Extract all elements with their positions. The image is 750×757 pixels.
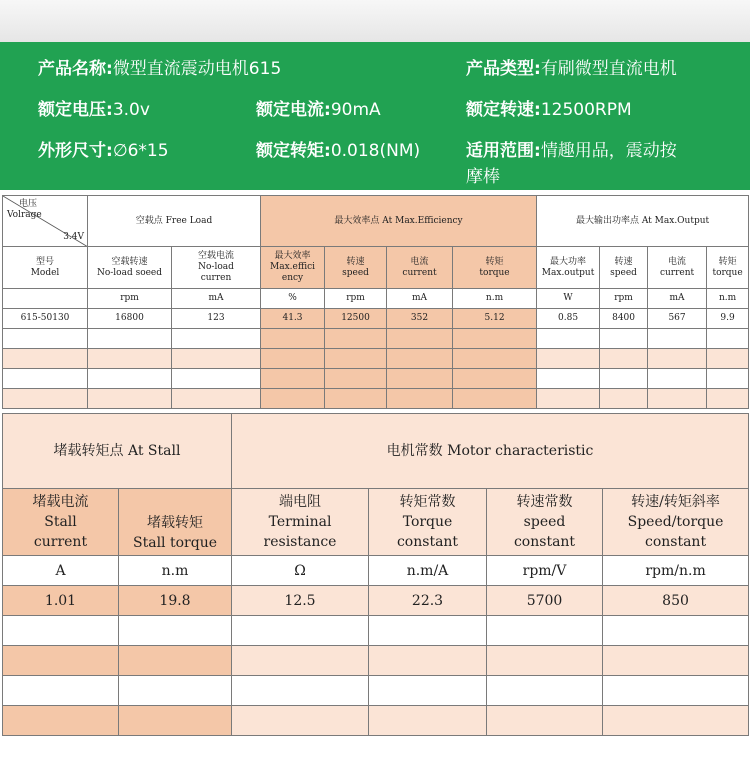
unit-cell: rpm — [88, 289, 172, 309]
header-out-torque: 转矩 torque — [707, 247, 749, 289]
value-cell: 5.12 — [453, 309, 537, 329]
unit-cell — [3, 289, 88, 309]
header-eff-current: 电流 current — [387, 247, 453, 289]
value-cell: 5700 — [487, 586, 603, 616]
empty-row — [3, 616, 749, 646]
spec-label: 产品类型: — [466, 59, 541, 79]
spec-product-name — [38, 56, 281, 82]
spec-rated-speed — [466, 97, 632, 123]
value-cell: 9.9 — [707, 309, 749, 329]
spec-application-scope — [466, 138, 677, 164]
unit-cell: W — [537, 289, 600, 309]
spec-label: 额定电流: — [256, 100, 331, 120]
empty-row — [3, 706, 749, 736]
value-cell: 41.3 — [261, 309, 325, 329]
unit-cell: Ω — [232, 556, 369, 586]
header-out-current: 电流 current — [648, 247, 707, 289]
spec-banner — [0, 42, 750, 190]
empty-row — [3, 349, 749, 369]
unit-cell: n.m — [119, 556, 232, 586]
spec-label: 额定转矩: — [256, 141, 331, 161]
value-cell: 0.85 — [537, 309, 600, 329]
values-row — [3, 586, 749, 616]
top-strip — [0, 0, 750, 42]
empty-row — [3, 646, 749, 676]
values-row — [3, 309, 749, 329]
unit-cell: n.m/A — [369, 556, 487, 586]
header-max-output: 最大功率 Max.output — [537, 247, 600, 289]
spec-label: 额定电压: — [38, 100, 113, 120]
header-noload-speed: 空载转速 No-load soeed — [88, 247, 172, 289]
value-cell: 615-50130 — [3, 309, 88, 329]
group-max-output: 最大输出功率点 At Max.Output — [537, 196, 749, 247]
group-free-load: 空载点 Free Load — [88, 196, 261, 247]
value-cell: 16800 — [88, 309, 172, 329]
empty-row — [3, 676, 749, 706]
corner-voltage-en: Volrage — [7, 210, 42, 220]
corner-voltage-cn: 电压 — [19, 199, 38, 209]
value-cell: 8400 — [600, 309, 648, 329]
spec-label: 额定转速: — [466, 100, 541, 120]
value-cell: 1.01 — [3, 586, 119, 616]
header-stall-current: 堵载电流 Stall current — [3, 489, 119, 556]
spec-value: 情趣用品，震动按 — [540, 141, 677, 161]
header-model: 型号 Model — [3, 247, 88, 289]
value-cell: 12.5 — [232, 586, 369, 616]
header-stall-torque: 堵载转矩 Stall torque — [119, 489, 232, 556]
units-row — [3, 556, 749, 586]
units-row — [3, 289, 749, 309]
value-cell: 19.8 — [119, 586, 232, 616]
spec-value: 12500RPM — [540, 100, 632, 120]
value-cell: 567 — [648, 309, 707, 329]
header-eff-torque: 转矩 torque — [453, 247, 537, 289]
unit-cell: rpm — [600, 289, 648, 309]
header-eff-speed: 转速 speed — [325, 247, 387, 289]
header-speed-torque-slope: 转速/转矩斜率 Speed/torque constant — [603, 489, 749, 556]
header-out-speed: 转速 speed — [600, 247, 648, 289]
empty-row — [3, 389, 749, 409]
unit-cell: mA — [648, 289, 707, 309]
spec-value: 摩棒 — [466, 167, 500, 187]
unit-cell: A — [3, 556, 119, 586]
spec-dimensions — [38, 138, 169, 164]
voltage-corner-cell — [3, 196, 88, 247]
unit-cell: % — [261, 289, 325, 309]
header-terminal-resistance: 端电阻 Terminal resistance — [232, 489, 369, 556]
header-noload-current: 空载电流 No-load curren — [172, 247, 261, 289]
value-cell: 123 — [172, 309, 261, 329]
spec-product-type — [466, 56, 677, 82]
unit-cell: mA — [387, 289, 453, 309]
performance-table — [2, 195, 749, 409]
header-max-efficiency: 最大效率 Max.effici ency — [261, 247, 325, 289]
value-cell: 12500 — [325, 309, 387, 329]
unit-cell: mA — [172, 289, 261, 309]
group-at-stall: 堵载转矩点 At Stall — [3, 414, 232, 489]
spec-value: 0.018(NM) — [330, 141, 421, 161]
header-speed-constant: 转速常数 speed constant — [487, 489, 603, 556]
unit-cell: rpm — [325, 289, 387, 309]
unit-cell: n.m — [707, 289, 749, 309]
spec-rated-torque — [256, 138, 420, 164]
spec-rated-current — [256, 97, 381, 123]
unit-cell: n.m — [453, 289, 537, 309]
stall-motor-table — [2, 413, 749, 736]
corner-voltage-value: 3.4V — [63, 232, 84, 242]
spec-label: 产品名称: — [38, 59, 113, 79]
value-cell: 850 — [603, 586, 749, 616]
unit-cell: rpm/n.m — [603, 556, 749, 586]
value-cell: 22.3 — [369, 586, 487, 616]
spec-value: 有刷微型直流电机 — [540, 59, 677, 79]
spec-application-scope-cont — [466, 164, 500, 190]
spec-value: ∅6*15 — [112, 141, 169, 161]
spec-value: 微型直流震动电机615 — [112, 59, 282, 79]
value-cell: 352 — [387, 309, 453, 329]
unit-cell: rpm/V — [487, 556, 603, 586]
header-torque-constant: 转矩常数 Torque constant — [369, 489, 487, 556]
spec-label: 适用范围: — [466, 141, 541, 161]
empty-row — [3, 329, 749, 349]
corner-top-label — [7, 199, 42, 221]
group-motor-characteristic: 电机常数 Motor characteristic — [232, 414, 749, 489]
spec-label: 外形尺寸: — [38, 141, 113, 161]
spec-value: 90mA — [330, 100, 381, 120]
group-max-efficiency: 最大效率点 At Max.Efficiency — [261, 196, 537, 247]
empty-row — [3, 369, 749, 389]
spec-value: 3.0v — [112, 100, 150, 120]
spec-rated-voltage — [38, 97, 150, 123]
